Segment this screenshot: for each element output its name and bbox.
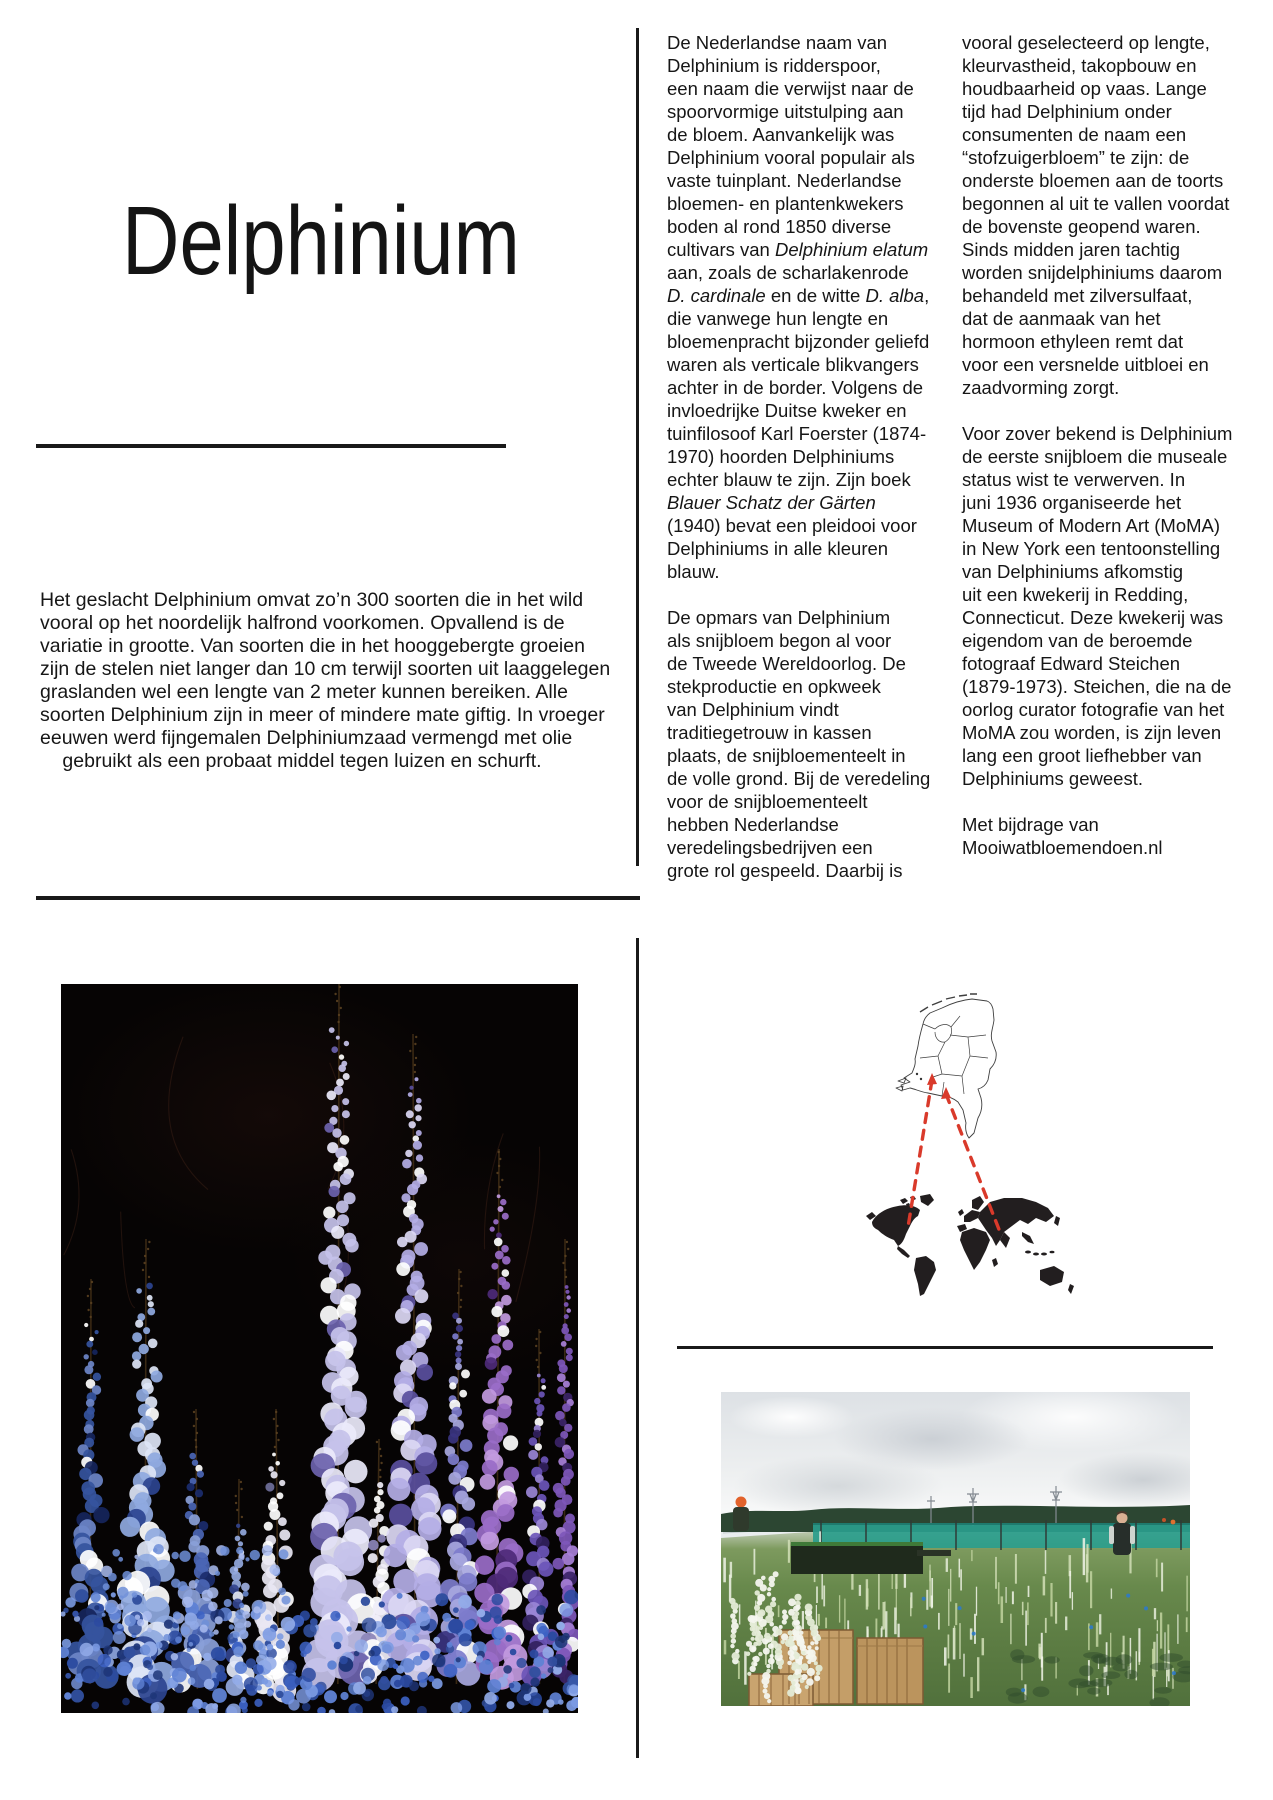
horizontal-rule-title bbox=[36, 444, 506, 448]
body-column-2 bbox=[962, 31, 1240, 882]
page-title: Delphinium bbox=[122, 186, 520, 295]
delphinium-night-photo bbox=[61, 984, 578, 1713]
credit-line: Met bijdrage van Mooiwatbloemendoen.nl bbox=[962, 814, 1163, 858]
paragraph: De opmars van Delphinium als snijbloem begon al voor de Tweede Wereldoorlog. De stekproductie en opkweek van Delphinium vindt traditiegetrouw in kassen plaats, de snijbloementeelt in de volle grond. Bij de veredeling voor de snijbloementeelt hebben Nederlandse veredelingsbedrijven een grote rol gespeeld. Daarbij is bbox=[667, 607, 931, 881]
paragraph: De Nederlandse naam van Delphinium is ridderspoor, een naam die verwijst naar de spoorvormige uitstulping aan de bloem. Aanvankelijk was Delphinium vooral populair als vaste tuinplant. Nederlandse bloemen- en plantenkwekers boden al rond 1850 diverse cultivars van Delphinium elatum aan, zoals de scharlakenrode D. cardinale en de witte D. alba, die vanwege hun lengte en bloemenpracht bijzonder geliefd waren als verticale blikvangers achter in de border. Volgens de invloedrijke Duitse kweker en tuinfilosoof Karl Foerster (1874- 1970) hoorden Delphiniums echter blauw te zijn. Zijn boek Blauer Schatz der Gärten (1940) bevat een pleidooi voor Delphiniums in alle kleuren blauw. bbox=[667, 32, 930, 582]
horizontal-rule-intro bbox=[36, 896, 640, 900]
paragraph: vooral geselecteerd op lengte, kleurvastheid, takopbouw en houdbaarheid op vaas. Lange tijd had Delphinium onder consumenten de naam een “stofzuigerbloem” te zijn: de onderste bloemen aan de toorts begonnen al uit te vallen voordat de bovenste geopend waren. Sinds midden jaren tachtig worden snijdelphiniums daarom behandeld met zilversulfaat, dat de aanmaak van het hormoon ethyleen remt dat voor een versnelde uitbloei en zaadvorming zorgt. bbox=[962, 32, 1230, 398]
vertical-divider-top bbox=[636, 28, 639, 866]
intro-paragraph: Het geslacht Delphinium omvat zo’n 300 soorten die in het wild vooral op het noordelijk halfrond voorkomen. Opvallend is de variatie in grootte. Van soorten die in het hooggebergte groeien zijn de stelen niet langer dan 10 cm terwijl soorten uit laaggelegen graslanden wel een lengte van 2 meter kunnen bereiken. Alle soorten Delphinium zijn in meer of mindere mate giftig. In vroeger eeuwen werd fijngemalen Delphiniumzaad vermengd met olie gebruikt als een probaat middel tegen luizen en schurft. bbox=[40, 589, 611, 772]
delphinium-field-photo bbox=[721, 1392, 1190, 1706]
body-column-1 bbox=[667, 31, 945, 905]
horizontal-rule-right bbox=[677, 1346, 1213, 1349]
world-map bbox=[864, 1188, 1088, 1308]
vertical-divider-bottom bbox=[636, 938, 639, 1758]
netherlands-map bbox=[890, 986, 1030, 1152]
paragraph: Voor zover bekend is Delphinium de eerste snijbloem die museale status wist te verwerven. In juni 1936 organiseerde het Museum of Modern Art (MoMA) in New York een tentoonstelling van Delphiniums afkomstig uit een kwekerij in Redding, Connecticut. Deze kwekerij was eigendom van de beroemde fotograaf Edward Steichen (1879-1973). Steichen, die na de oorlog curator fotografie van het MoMA zou worden, is zijn leven lang een groot liefhebber van Delphiniums geweest. bbox=[962, 423, 1233, 789]
worker-left bbox=[733, 1497, 749, 1532]
